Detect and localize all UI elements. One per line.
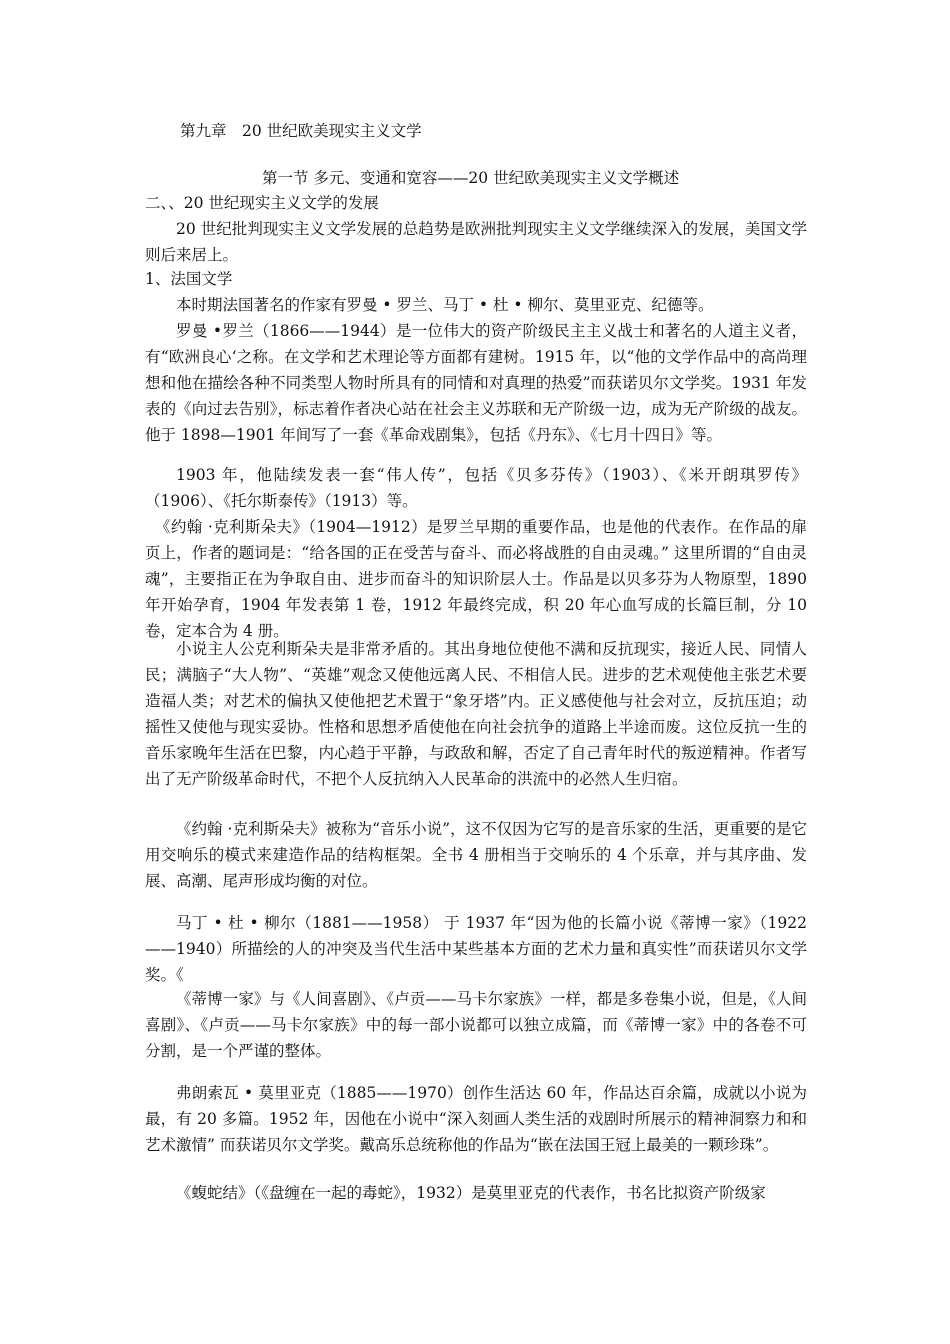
christophe-paragraph-2: 小说主人公克利斯朵夫是非常矛盾的。其出身地位使他不满和反抗现实，接近人民、同情人民；满脑子“大人物”、“英雄”观念又使他远离人民、不相信人民。进步的艺术观使他主张艺术要造福人类；对艺术的偏执又使他把艺术置于“象牙塔”内。正义感使他与社会对立，反抗压迫；动摇性又使他与现实妥协。性格和思想矛盾使他在向社会抗争的道路上半途而废。这位反抗一生的音乐家晚年生活在巴黎，内心趋于平静，与政敌和解，否定了自己青年时代的叛逆精神。作者写出了无产阶级革命时代，不把个人反抗纳入人民革命的洪流中的必然人生归宿。 [145,640,807,788]
mauriac-paragraph-2: 《蝮蛇结》（《盘缠在一起的毒蛇》，1932）是莫里亚克的代表作，书名比拟资产阶级家 [176,1184,766,1202]
subsection-title: 二、、20 世纪现实主义文学的发展 [145,194,379,212]
mauriac-paragraph-1: 弗朗索瓦 • 莫里亚克（1885——1970）创作生活达 60 年，作品达百余篇，成就以小说为最，有 20 多篇。1952 年，因他在小说中“深入刻画人类生活的戏剧时所展示的精神洞察力和和艺术激情” 而获诺贝尔文学奖。戴高乐总统称他的作品为“嵌在法国王冠上最美的一颗珍珠”。 [145,1084,807,1154]
rolland-paragraph-2: 1903 年，他陆续发表一套“伟人传”，包括《贝多芬传》（1903）、《米开朗琪罗传》（1906）、《托尔斯泰传》（1913）等。 [145,466,807,510]
writers-paragraph: 本时期法国著名的作家有罗曼 • 罗兰、马丁 • 杜 • 柳尔、莫里亚克、纪德等。 [176,296,714,314]
chapter-title: 第九章 20 世纪欧美现实主义文学 [180,122,422,140]
france-heading: 1、法国文学 [145,270,233,288]
christophe-paragraph-1: 《约翰 ·克利斯朵夫》（1904—1912）是罗兰早期的重要作品，也是他的代表作。在作品的扉页上，作者的题词是：“给各国的正在受苦与奋斗、而必将战胜的自由灵魂。” 这里所谓的“自由灵魂”，主要指正在为争取自由、进步而奋斗的知识阶层人士。作品是以贝多芬为人物原型，1890 年开始孕育，1904 年发表第 1 卷，1912 年最终完成，积 20 年心血写成的长篇巨制，分 10 卷，定本合为 4 册。 [145,518,807,640]
gard-paragraph-2: 《蒂博一家》与《人间喜剧》、《卢贡——马卡尔家族》一样，都是多卷集小说，但是，《人间喜剧》、《卢贡——马卡尔家族》中的每一部小说都可以独立成篇，而《蒂博一家》中的各卷不可分割，是一个严谨的整体。 [145,990,807,1060]
gard-paragraph-1: 马丁 • 杜 • 柳尔（1881——1958） 于 1937 年“因为他的长篇小说《蒂博一家》（1922——1940）所描绘的人的冲突及当代生活中某些基本方面的艺术力量和真实性”而获诺贝尔文学奖。《 [145,914,807,984]
christophe-paragraph-3: 《约翰 ·克利斯朵夫》被称为“音乐小说”，这不仅因为它写的是音乐家的生活，更重要的是它用交响乐的模式来建造作品的结构框架。全书 4 册相当于交响乐的 4 个乐章，并与其序曲、发展、高潮、尾声形成均衡的对位。 [145,820,807,890]
section-title: 第一节 多元、变通和宽容——20 世纪欧美现实主义文学概述 [262,169,680,187]
rolland-paragraph-1: 罗曼 •罗兰（1866——1944）是一位伟大的资产阶级民主主义战士和著名的人道主义者，有“欧洲良心‘之称。在文学和艺术理论等方面都有建树。1915 年，以“他的文学作品中的高尚理想和他在描绘各种不同类型人物时所具有的同情和对真理的热爱”而获诺贝尔文学奖。1931 年发表的《向过去告别》，标志着作者决心站在社会主义苏联和无产阶级一边，成为无产阶级的战友。他于 1898—1901 年间写了一套《革命戏剧集》，包括《丹东》、《七月十四日》等。 [145,322,807,444]
intro-paragraph: 20 世纪批判现实主义文学发展的总趋势是欧洲批判现实主义文学继续深入的发展，美国文学则后来居上。 [145,220,807,264]
